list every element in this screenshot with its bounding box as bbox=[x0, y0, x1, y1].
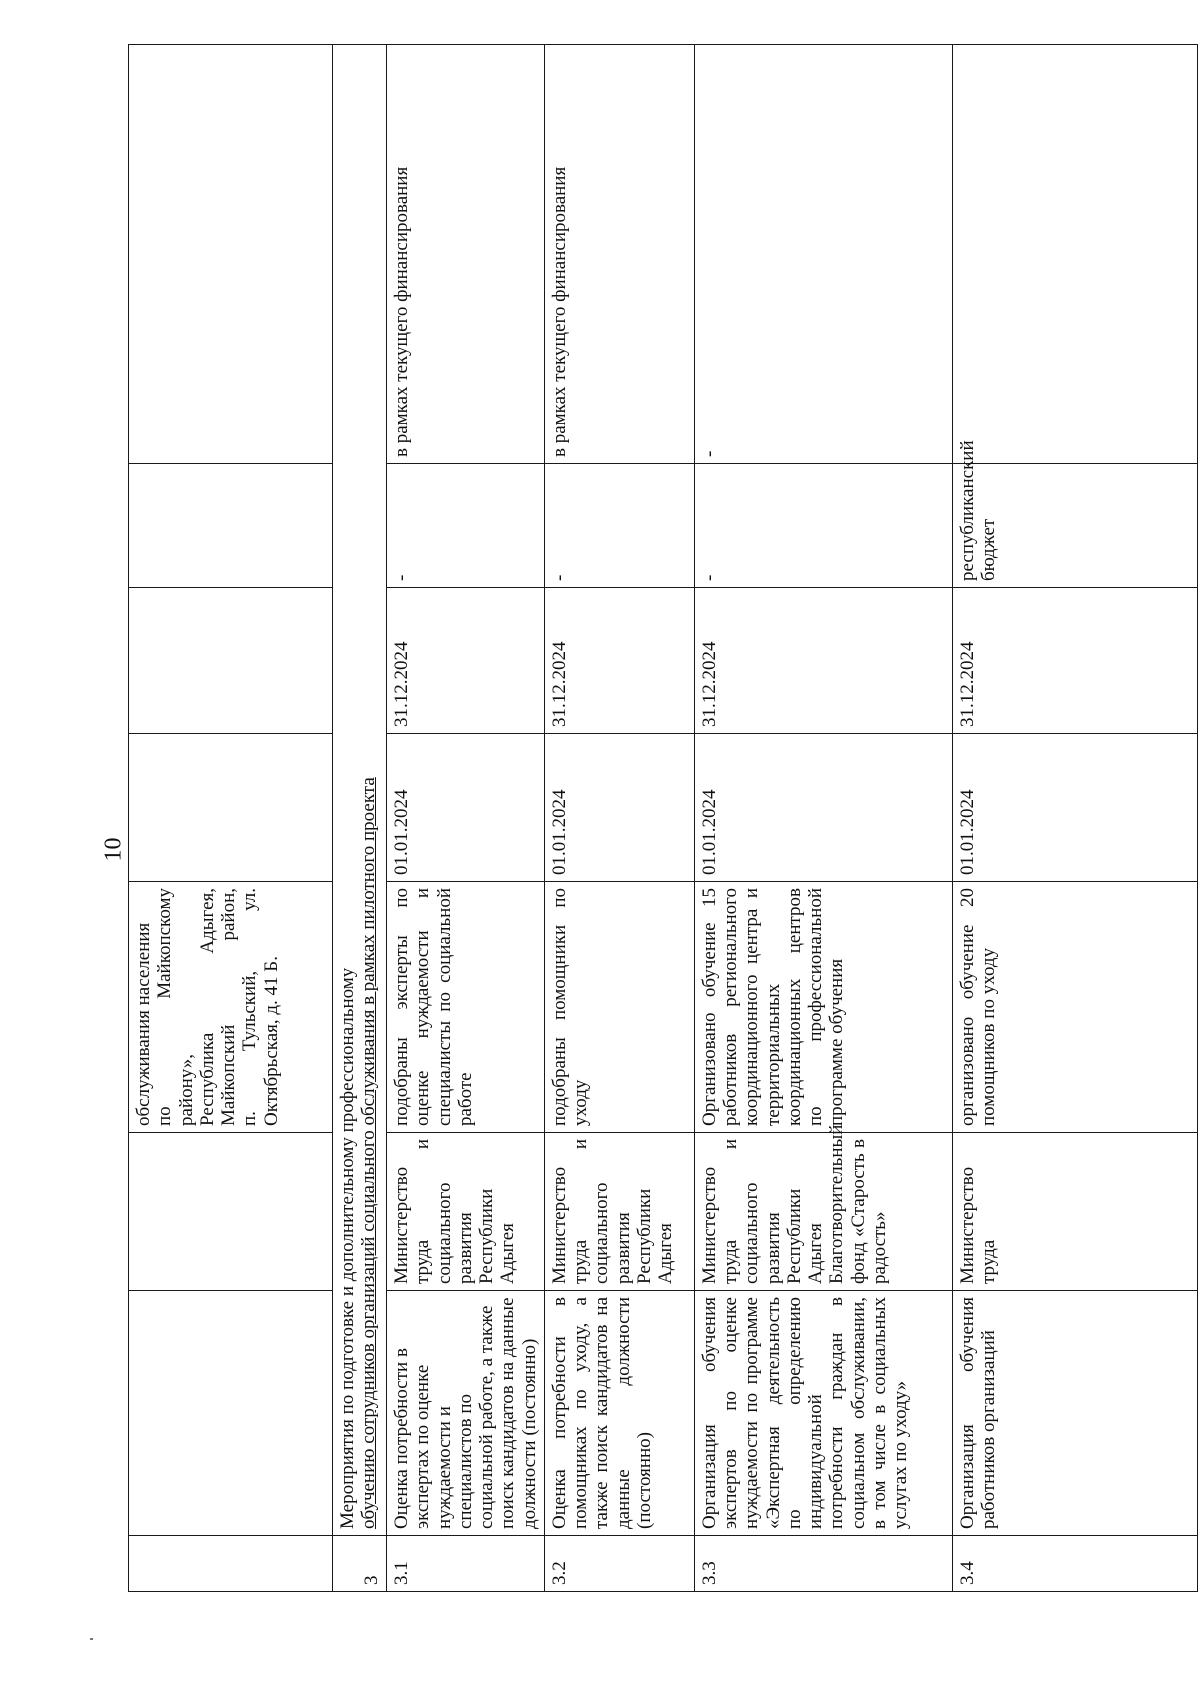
rotated-document-table bbox=[128, 45, 1198, 1592]
row-number: 3.4 bbox=[952, 1536, 1197, 1592]
address-line: Октябрьская, д. 41 Б. bbox=[260, 956, 282, 1126]
row-end-date: 31.12.2024 bbox=[387, 588, 545, 734]
cell-activity-empty bbox=[129, 1291, 333, 1536]
row-number: 3.1 bbox=[387, 1536, 545, 1592]
cell-executor-empty bbox=[129, 1133, 333, 1291]
row-funding-volume: в рамках текущего финансирования bbox=[387, 45, 545, 464]
row-executor: Министерство труда bbox=[952, 1133, 1197, 1291]
address-line: по Майкопскому bbox=[154, 888, 176, 1126]
plan-table bbox=[128, 44, 1198, 1592]
row-funding-source: республиканский бюджет bbox=[952, 464, 1197, 588]
address-line: обслуживания населения bbox=[133, 922, 154, 1126]
section-title-line-2: обучению сотрудников организаций социального обслуживания в рамках пилотного проекта bbox=[358, 777, 380, 1529]
row-funding-volume bbox=[952, 45, 1197, 464]
cell-end-empty bbox=[129, 588, 333, 734]
row-start-date: 01.01.2024 bbox=[952, 734, 1197, 882]
row-result: подобраны помощники по уходу bbox=[544, 882, 694, 1133]
row-executor: Министерство труда и социального развития Республики Адыгея Благотворительный фонд «Старость в радость» bbox=[694, 1133, 952, 1291]
row-executor: Министерство труда и социального развития Республики Адыгея bbox=[544, 1133, 694, 1291]
row-activity: Оценка потребности в помощниках по уходу, а также поиск кандидатов на данные должности (постоянно) bbox=[544, 1291, 694, 1536]
section-title-line-1: Мероприятия по подготовке и дополнительному профессиональному bbox=[337, 967, 358, 1529]
row-activity: Организация обучения экспертов по оценке нуждаемости по программе «Экспертная деятельность по определению индивидуальной потребности граждан в социальном обслуживании, в том числе в социальных услугах по уходу» bbox=[694, 1291, 952, 1536]
table-row-section bbox=[333, 45, 387, 1592]
scan-artifact bbox=[90, 1638, 93, 1640]
row-funding-source: - bbox=[387, 464, 545, 588]
cell-source-empty bbox=[129, 464, 333, 588]
cell-address bbox=[129, 882, 333, 1133]
row-number: 3.2 bbox=[544, 1536, 694, 1592]
table-row bbox=[544, 45, 694, 1592]
table-row bbox=[952, 45, 1197, 1592]
row-funding-source: - bbox=[544, 464, 694, 588]
row-start-date: 01.01.2024 bbox=[387, 734, 545, 882]
row-number: 3.3 bbox=[694, 1536, 952, 1592]
row-result: организовано обучение 20 помощников по уходу bbox=[952, 882, 1197, 1133]
table-row bbox=[694, 45, 952, 1592]
row-executor: Министерство труда и социального развития Республики Адыгея bbox=[387, 1133, 545, 1291]
address-line: району», bbox=[175, 1054, 197, 1126]
section-title bbox=[333, 45, 387, 1536]
row-funding-volume: в рамках текущего финансирования bbox=[544, 45, 694, 464]
table-row-carryover bbox=[129, 45, 333, 1592]
row-end-date: 31.12.2024 bbox=[694, 588, 952, 734]
row-result: подобраны эксперты по оценке нуждаемости и специалисты по социальной работе bbox=[387, 882, 545, 1133]
page-number: 10 bbox=[100, 837, 127, 862]
row-start-date: 01.01.2024 bbox=[544, 734, 694, 882]
table-row bbox=[387, 45, 545, 1592]
cell-start-empty bbox=[129, 734, 333, 882]
row-activity: Организация обучения работников организаций bbox=[952, 1291, 1197, 1536]
address-line: п. Тульский, ул. bbox=[239, 888, 261, 1126]
row-funding-source: - bbox=[694, 464, 952, 588]
row-end-date: 31.12.2024 bbox=[544, 588, 694, 734]
address-line: Майкопский район, bbox=[218, 888, 240, 1126]
row-start-date: 01.01.2024 bbox=[694, 734, 952, 882]
cell-volume-empty bbox=[129, 45, 333, 464]
address-line: Республика Адыгея, bbox=[196, 888, 218, 1126]
row-funding-volume: - bbox=[694, 45, 952, 464]
row-activity: Оценка потребности в экспертах по оценке нуждаемости и специалистов по социальной работе, а также поиск кандидатов на данные должности (постоянно) bbox=[387, 1291, 545, 1536]
row-end-date: 31.12.2024 bbox=[952, 588, 1197, 734]
section-number: 3 bbox=[333, 1536, 387, 1592]
row-result: Организовано обучение 15 работников регионального координационного центра и территориальных координационных центров по профессиональной программе обучения bbox=[694, 882, 952, 1133]
cell-num-empty bbox=[129, 1536, 333, 1592]
